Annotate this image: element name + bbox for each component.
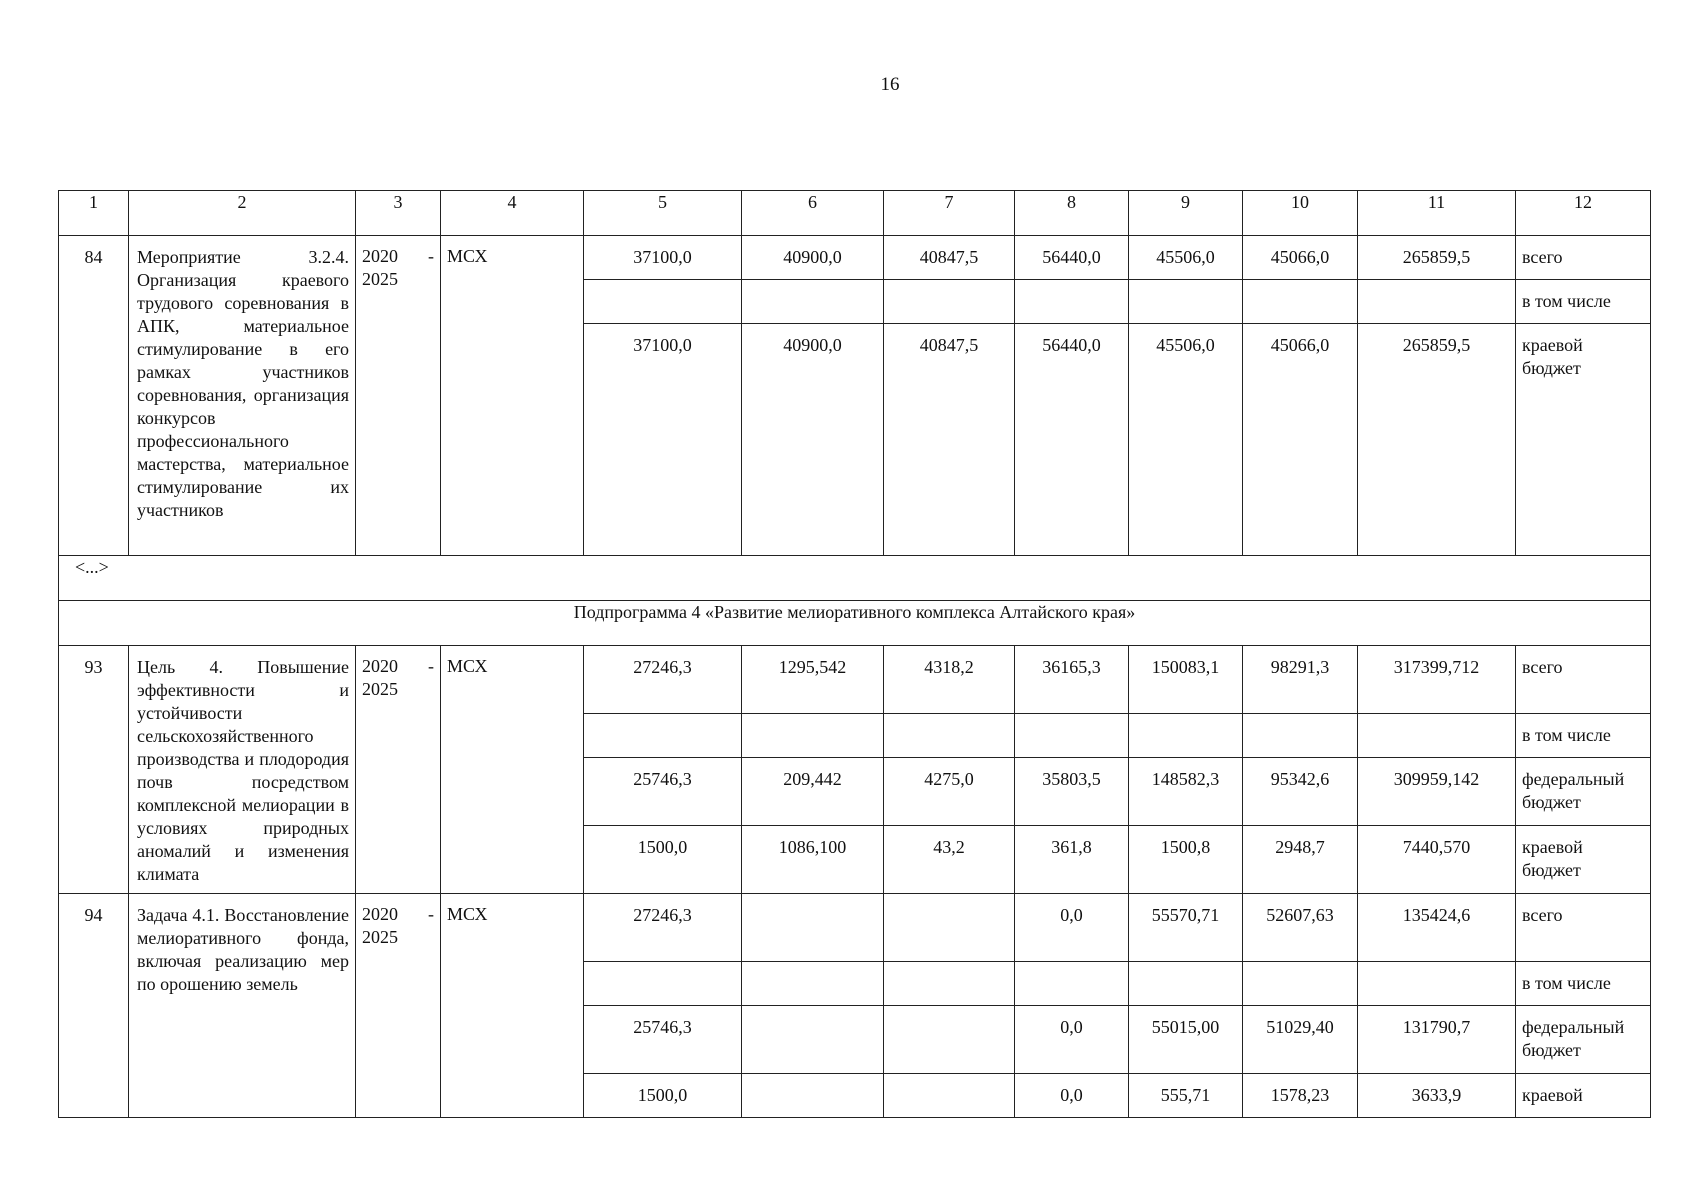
value-cell bbox=[1129, 714, 1243, 758]
value-cell bbox=[1015, 280, 1129, 324]
value-cell: 2948,7 bbox=[1243, 826, 1358, 894]
header-cell: 10 bbox=[1243, 191, 1358, 236]
page-number: 16 bbox=[880, 74, 900, 95]
value-cell bbox=[884, 714, 1015, 758]
value-cell: 1500,0 bbox=[584, 1074, 742, 1118]
description-text: Задача 4.1. Восстановление мелиоративного фонда, включая реализацию мер по орошению земель bbox=[137, 905, 349, 994]
value-cell: 36165,3 bbox=[1015, 646, 1129, 714]
value-cell bbox=[1129, 280, 1243, 324]
header-cell: 8 bbox=[1015, 191, 1129, 236]
value-cell bbox=[1358, 714, 1516, 758]
value-cell: 309959,142 bbox=[1358, 758, 1516, 826]
value-cell: 0,0 bbox=[1015, 1006, 1129, 1074]
value-cell: 55570,71 bbox=[1129, 894, 1243, 962]
value-cell: 4318,2 bbox=[884, 646, 1015, 714]
description-text: Цель 4. Повышение эффективности и устойчивости сельскохозяйственного производства и плодородия почв посредством комплексной мелиорации в условиях природных аномалий и изменения климата bbox=[137, 657, 349, 884]
value-cell: 0,0 bbox=[1015, 894, 1129, 962]
subprogram-row bbox=[59, 601, 1651, 646]
source-cell: в том числе bbox=[1516, 962, 1651, 1006]
value-cell: 45066,0 bbox=[1243, 324, 1358, 556]
years-end: 2025 bbox=[362, 269, 398, 289]
value-cell: 1295,542 bbox=[742, 646, 884, 714]
header-cell: 2 bbox=[129, 191, 356, 236]
value-cell: 4275,0 bbox=[884, 758, 1015, 826]
years-end: 2025 bbox=[362, 679, 398, 699]
value-cell: 317399,712 bbox=[1358, 646, 1516, 714]
value-cell: 0,0 bbox=[1015, 1074, 1129, 1118]
value-cell: 1578,23 bbox=[1243, 1074, 1358, 1118]
budget-table bbox=[58, 190, 1651, 1118]
row-executor: МСХ bbox=[441, 894, 584, 1118]
row-description bbox=[129, 894, 356, 1118]
row-index: 84 bbox=[59, 236, 129, 556]
value-cell: 45506,0 bbox=[1129, 324, 1243, 556]
value-cell bbox=[742, 962, 884, 1006]
value-cell: 150083,1 bbox=[1129, 646, 1243, 714]
value-cell: 1500,0 bbox=[584, 826, 742, 894]
value-cell: 7440,570 bbox=[1358, 826, 1516, 894]
value-cell: 3633,9 bbox=[1358, 1074, 1516, 1118]
value-cell bbox=[1358, 280, 1516, 324]
row-description bbox=[129, 236, 356, 556]
value-cell bbox=[884, 894, 1015, 962]
value-cell bbox=[742, 714, 884, 758]
value-cell bbox=[884, 962, 1015, 1006]
value-cell: 45066,0 bbox=[1243, 236, 1358, 280]
value-cell bbox=[1358, 962, 1516, 1006]
value-cell bbox=[584, 280, 742, 324]
source-cell: краевой bbox=[1516, 1074, 1651, 1118]
header-row bbox=[59, 191, 1651, 236]
source-cell: краевой бюджет bbox=[1516, 324, 1651, 556]
source-cell: в том числе bbox=[1516, 280, 1651, 324]
source-cell: всего bbox=[1516, 894, 1651, 962]
value-cell bbox=[884, 1006, 1015, 1074]
value-cell: 51029,40 bbox=[1243, 1006, 1358, 1074]
description-text: Мероприятие 3.2.4. Организация краевого трудового соревнования в АПК, материальное стимулирование в его рамках участников соревнования, организация конкурсов профессионального мастерства, материальное стимулирование их участников bbox=[137, 247, 349, 520]
value-cell bbox=[742, 280, 884, 324]
value-cell: 27246,3 bbox=[584, 646, 742, 714]
source-cell: в том числе bbox=[1516, 714, 1651, 758]
value-cell: 56440,0 bbox=[1015, 324, 1129, 556]
value-cell: 56440,0 bbox=[1015, 236, 1129, 280]
value-cell: 43,2 bbox=[884, 826, 1015, 894]
years-start: 2020 bbox=[362, 246, 398, 266]
years-start: 2020 bbox=[362, 656, 398, 676]
header-cell: 9 bbox=[1129, 191, 1243, 236]
source-cell: федеральный бюджет bbox=[1516, 1006, 1651, 1074]
value-cell bbox=[1243, 714, 1358, 758]
value-cell: 265859,5 bbox=[1358, 324, 1516, 556]
value-cell bbox=[742, 1006, 884, 1074]
row-years bbox=[356, 236, 441, 556]
value-cell: 1086,100 bbox=[742, 826, 884, 894]
value-cell: 25746,3 bbox=[584, 758, 742, 826]
source-cell: всего bbox=[1516, 236, 1651, 280]
row-index: 94 bbox=[59, 894, 129, 1118]
row-description bbox=[129, 646, 356, 894]
header-cell: 12 bbox=[1516, 191, 1651, 236]
header-cell: 4 bbox=[441, 191, 584, 236]
header-cell: 7 bbox=[884, 191, 1015, 236]
value-cell bbox=[1015, 714, 1129, 758]
row-executor: МСХ bbox=[441, 646, 584, 894]
value-cell: 209,442 bbox=[742, 758, 884, 826]
value-cell: 27246,3 bbox=[584, 894, 742, 962]
value-cell: 98291,3 bbox=[1243, 646, 1358, 714]
header-cell: 3 bbox=[356, 191, 441, 236]
value-cell: 555,71 bbox=[1129, 1074, 1243, 1118]
value-cell: 40900,0 bbox=[742, 324, 884, 556]
value-cell: 55015,00 bbox=[1129, 1006, 1243, 1074]
source-cell: всего bbox=[1516, 646, 1651, 714]
table-row bbox=[59, 236, 1651, 280]
ellipsis-row bbox=[59, 556, 1651, 601]
years-dash: - bbox=[428, 246, 434, 266]
table-row bbox=[59, 646, 1651, 714]
years-dash: - bbox=[428, 904, 434, 924]
value-cell bbox=[742, 1074, 884, 1118]
ellipsis-text: <...> bbox=[59, 556, 1651, 601]
years-end: 2025 bbox=[362, 927, 398, 947]
years-dash: - bbox=[428, 656, 434, 676]
value-cell: 1500,8 bbox=[1129, 826, 1243, 894]
subprogram-title: Подпрограмма 4 «Развитие мелиоративного комплекса Алтайского края» bbox=[59, 601, 1651, 646]
value-cell: 45506,0 bbox=[1129, 236, 1243, 280]
years-start: 2020 bbox=[362, 904, 398, 924]
value-cell: 52607,63 bbox=[1243, 894, 1358, 962]
value-cell bbox=[1015, 962, 1129, 1006]
value-cell: 37100,0 bbox=[584, 324, 742, 556]
header-cell: 6 bbox=[742, 191, 884, 236]
value-cell: 95342,6 bbox=[1243, 758, 1358, 826]
source-cell: краевой бюджет bbox=[1516, 826, 1651, 894]
value-cell bbox=[1129, 962, 1243, 1006]
value-cell: 265859,5 bbox=[1358, 236, 1516, 280]
value-cell bbox=[884, 280, 1015, 324]
value-cell bbox=[742, 894, 884, 962]
value-cell: 148582,3 bbox=[1129, 758, 1243, 826]
value-cell: 37100,0 bbox=[584, 236, 742, 280]
value-cell bbox=[584, 714, 742, 758]
value-cell bbox=[584, 962, 742, 1006]
source-cell: федеральный бюджет bbox=[1516, 758, 1651, 826]
header-cell: 1 bbox=[59, 191, 129, 236]
value-cell bbox=[884, 1074, 1015, 1118]
value-cell bbox=[1243, 962, 1358, 1006]
value-cell: 135424,6 bbox=[1358, 894, 1516, 962]
row-years bbox=[356, 646, 441, 894]
value-cell: 40900,0 bbox=[742, 236, 884, 280]
value-cell: 35803,5 bbox=[1015, 758, 1129, 826]
value-cell: 25746,3 bbox=[584, 1006, 742, 1074]
row-index: 93 bbox=[59, 646, 129, 894]
table-row bbox=[59, 894, 1651, 962]
value-cell: 361,8 bbox=[1015, 826, 1129, 894]
header-cell: 11 bbox=[1358, 191, 1516, 236]
value-cell: 40847,5 bbox=[884, 236, 1015, 280]
value-cell: 131790,7 bbox=[1358, 1006, 1516, 1074]
value-cell: 40847,5 bbox=[884, 324, 1015, 556]
header-cell: 5 bbox=[584, 191, 742, 236]
row-years bbox=[356, 894, 441, 1118]
value-cell bbox=[1243, 280, 1358, 324]
row-executor: МСХ bbox=[441, 236, 584, 556]
